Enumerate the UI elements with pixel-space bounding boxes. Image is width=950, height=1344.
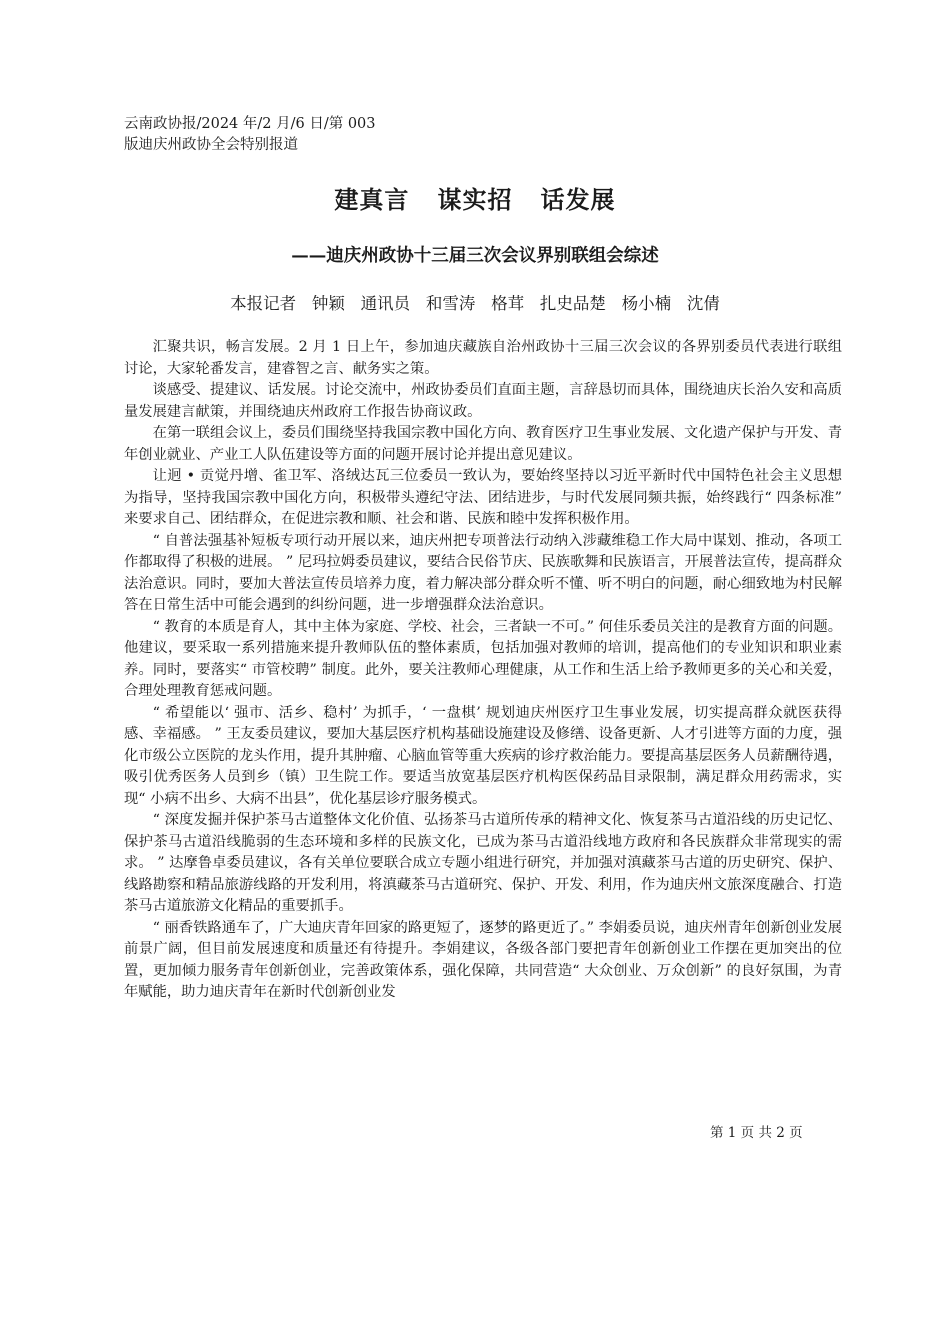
paragraph: 让迥 • 贡觉丹增、雀卫军、洛绒达瓦三位委员一致认为，要始终坚持以习近平新时代中国特色社会主义思想为指导，坚持我国宗教中国化方向，积极带头遵纪守法、团结进步，与时代发展同频共振，始终践行“ 四条标准” 来要求自己、团结群众，在促进宗教和顺、社会和谐、民族和睦中发挥积极作用。 xyxy=(124,468,842,527)
paragraph: 谈感受、提建议、话发展。讨论交流中，州政协委员们直面主题，言辞恳切而具体，围绕迪庆长治久安和高质量发展建言献策，并围绕迪庆州政府工作报告协商议政。 xyxy=(124,382,842,420)
paragraph: 在第一联组会议上，委员们围绕坚持我国宗教中国化方向、教育医疗卫生事业发展、文化遗产保护与开发、青年创业就业、产业工人队伍建设等方面的问题开展讨论并提出意见建议。 xyxy=(124,425,842,463)
article-byline: 本报记者 钟颖 通讯员 和雪涛 格茸 扎史品楚 杨小楠 沈倩 xyxy=(230,294,720,313)
paragraph: “ 教育的本质是育人，其中主体为家庭、学校、社会，三者缺一不可。” 何佳乐委员关注的是教育方面的问题。他建议，要采取一系列措施来提升教师队伍的整体素质，包括加强对教师的培训，提高他们的专业知识和职业素养。同时，要落实“ 市管校聘” 制度。此外，要关注教师心理健康，从工作和生活上给予教师更多的关心和关爱，合理处理教育惩戒问题。 xyxy=(124,618,842,699)
publication-source xyxy=(124,114,376,156)
paragraph: “ 丽香铁路通车了，广大迪庆青年回家的路更短了，逐梦的路更近了。” 李娟委员说，迪庆州青年创新创业发展前景广阔，但目前发展速度和质量还有待提升。李娟建议，各级各部门要把青年创新创业工作摆在更加突出的位置，更加倾力服务青年创新创业，完善政策体系，强化保障，共同营造“ 大众创业、万众创新” 的良好氛围，为青年赋能，助力迪庆青年在新时代创新创业发 xyxy=(124,919,842,1000)
article-title: 建真言 谋实招 话发展 xyxy=(334,185,616,214)
source-line-2: 版迪庆州政协全会特别报道 xyxy=(124,137,298,153)
paragraph: “ 深度发掘并保护茶马古道整体文化价值、弘扬茶马古道所传承的精神文化、恢复茶马古道沿线的历史记忆、保护茶马古道沿线脆弱的生态环境和多样的民族文化，已成为茶马古道沿线地方政府和各民族群众非常现实的需求。 ” 达摩鲁卓委员建议，各有关单位要联合成立专题小组进行研究，并加强对滇藏茶马古道的历史研究、保护、线路勘察和精品旅游线路的开发利用，将滇藏茶马古道研究、保护、开发、利用，作为迪庆州文旅深度融合、打造茶马古道旅游文化精品的重要抓手。 xyxy=(124,812,842,914)
article-subtitle: ——迪庆州政协十三届三次会议界别联组会综述 xyxy=(291,246,659,266)
paragraph: 汇聚共识，畅言发展。2 月 1 日上午，参加迪庆藏族自治州政协十三届三次会议的各界别委员代表进行联组讨论，大家轮番发言，建睿智之言、献务实之策。 xyxy=(124,339,842,377)
paragraph: “ 希望能以‘ 强市、活乡、稳村’ 为抓手，‘ 一盘棋’ 规划迪庆州医疗卫生事业发展，切实提高群众就医获得感、幸福感。 ” 王友委员建议，要加大基层医疗机构基础设施建设及修缮、设备更新、人才引进等方面的力度，强化市级公立医院的龙头作用，提升其肿瘤、心脑血管等重大疾病的诊疗救治能力。要提高基层医务人员薪酬待遇，吸引优秀医务人员到乡（镇）卫生院工作。要适当放宽基层医疗机构医保药品目录限制，满足群众用药需求，实现“ 小病不出乡、大病不出县”，优化基层诊疗服务模式。 xyxy=(124,704,842,807)
article-body xyxy=(124,337,842,1004)
source-line-1: 云南政协报/2024 年/2 月/6 日/第 003 xyxy=(124,116,376,132)
page-indicator: 第 1 页 共 2 页 xyxy=(710,1125,803,1141)
paragraph: “ 自普法强基补短板专项行动开展以来，迪庆州把专项普法行动纳入涉藏维稳工作大局中谋划、推动，各项工作都取得了积极的进展。 ” 尼玛拉姆委员建议，要结合民俗节庆、民族歌舞和民族语言，开展普法宣传，提高群众法治意识。同时，要加大普法宣传员培养力度，着力解决部分群众听不懂、听不明白的问题，耐心细致地为村民解答在日常生活中可能会遇到的纠纷问题，进一步增强群众法治意识。 xyxy=(124,532,842,613)
